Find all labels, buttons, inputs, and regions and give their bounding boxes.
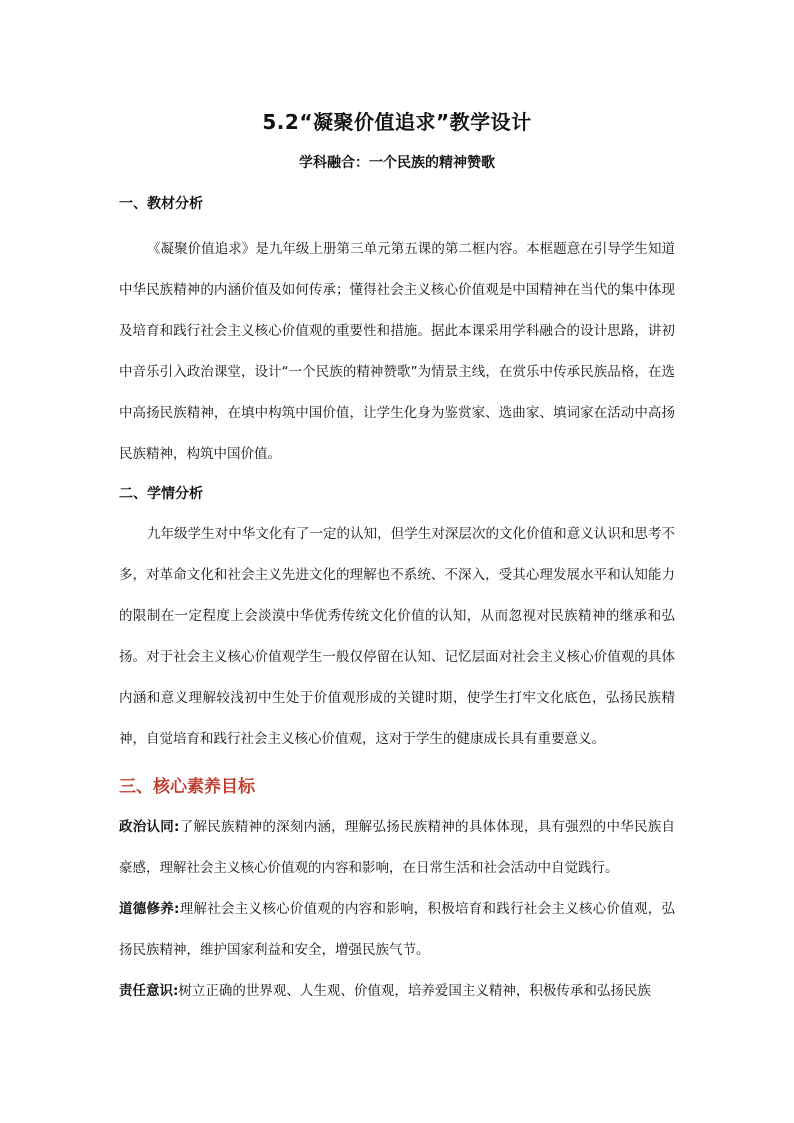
- core-literacy-item-responsibility: [119, 971, 675, 1012]
- item-text: 理解社会主义核心价值观的内容和影响，积极培育和践行社会主义核心价值观，弘扬民族精神，维护国家利益和安全，增强民族气节。: [119, 901, 676, 958]
- section-paragraph-textbook-analysis: 《凝聚价值追求》是九年级上册第三单元第五课的第二框内容。本框题意在引导学生知道中华民族精神的内涵价值及如何传承；懂得社会主义核心价值观是中国精神在当代的集中体现及培育和践行社会主义核心价值观的重要性和措施。据此本课采用学科融合的设计思路，讲初中音乐引入政治课堂，设计“一个民族的精神赞歌”为情景主线，在赏乐中传承民族品格，在选中高扬民族精神，在填中构筑中国价值，让学生化身为鉴赏家、选曲家、填词家在活动中高扬民族精神，构筑中国价值。: [119, 241, 675, 462]
- section-heading-student-analysis: 二、学情分析: [119, 486, 203, 502]
- core-literacy-item-political-identity: [119, 807, 675, 889]
- section-heading-textbook-analysis: 一、教材分析: [119, 196, 203, 212]
- core-literacy-item-moral-cultivation: [119, 889, 675, 971]
- document-subtitle: 学科融合：一个民族的精神赞歌: [299, 155, 495, 171]
- section-paragraph-student-analysis: 九年级学生对中华文化有了一定的认知，但学生对深层次的文化价值和意义认识和思考不多，对革命文化和社会主义先进文化的理解也不系统、不深入，受其心理发展水平和认知能力的限制在一定程度上会淡漠中华优秀传统文化价值的认知，从而忽视对民族精神的继承和弘扬。对于社会主义核心价值观学生一般仅停留在认知、记忆层面对社会主义核心价值观的具体内涵和意义理解较浅初中生处于价值观形成的关键时期，使学生打牢文化底色，弘扬民族精神，自觉培育和践行社会主义核心价值观，这对于学生的健康成长具有重要意义。: [119, 526, 675, 747]
- item-text: 树立正确的世界观、人生观、价值观，培养爱国主义精神，积极传承和弘扬民族: [178, 983, 651, 999]
- item-text: 了解民族精神的深刻内涵，理解弘扬民族精神的具体体现，具有强烈的中华民族自豪感，理解社会主义核心价值观的内容和影响，在日常生活和社会活动中自觉践行。: [119, 819, 676, 876]
- item-label: 道德修养:: [119, 901, 180, 917]
- item-label: 政治认同:: [119, 819, 180, 835]
- section-heading-core-literacy: 三、核心素养目标: [119, 777, 255, 797]
- item-label: 责任意识:: [119, 983, 179, 999]
- document-title: 5.2“凝聚价值追求”教学设计: [262, 110, 532, 134]
